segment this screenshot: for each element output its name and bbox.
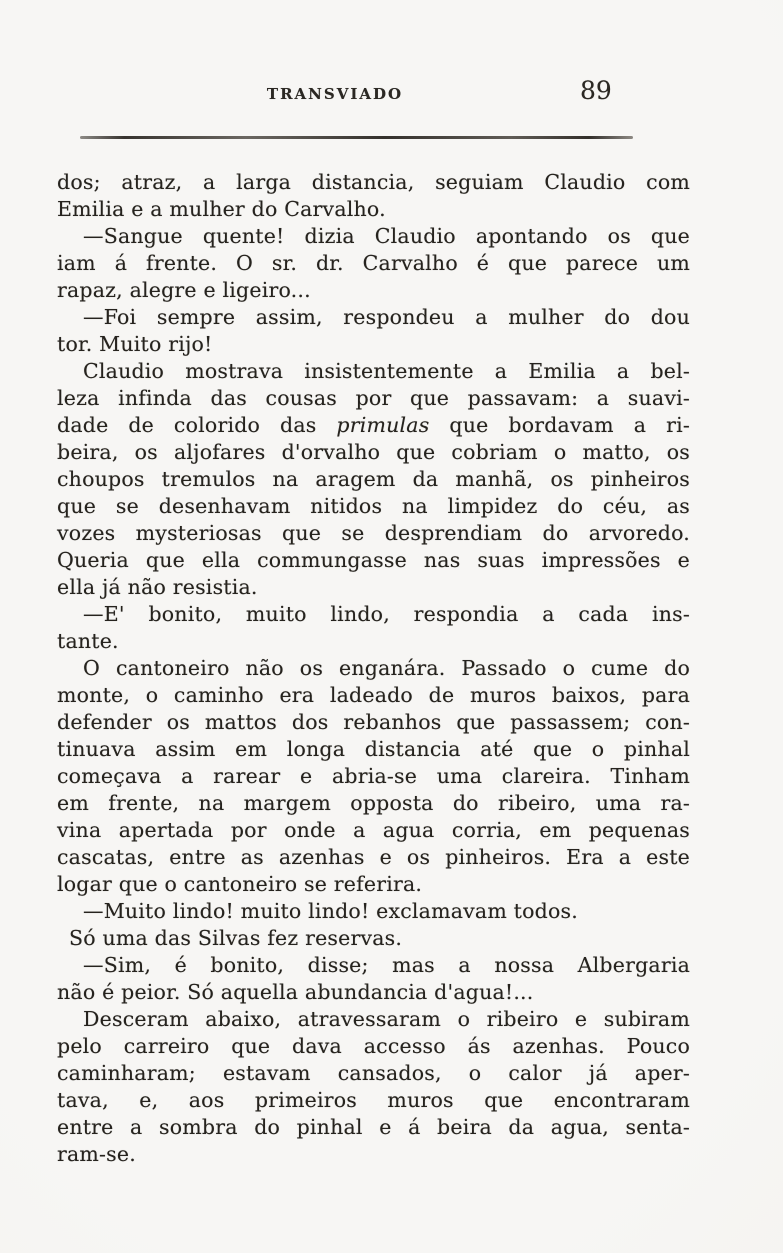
text-line: em frente, na margem opposta do ribeiro, uma ra- <box>57 791 690 815</box>
page-text <box>57 169 690 1168</box>
text-line: defender os mattos dos rebanhos que passassem; con- <box>57 710 690 734</box>
text-line: vozes mysteriosas que se desprendiam do arvoredo. <box>57 521 690 545</box>
text-line: tinuava assim em longa distancia até que o pinhal <box>57 737 690 761</box>
text-line: choupos tremulos na aragem da manhã, os pinheiros <box>57 467 690 491</box>
italic-word: primulas <box>336 413 430 437</box>
text-line: —Sim, é bonito, disse; mas a nossa Albergaria <box>83 953 690 977</box>
text-line: entre a sombra do pinhal e á beira da agua, senta- <box>57 1115 690 1139</box>
text-line: iam á frente. O sr. dr. Carvalho é que parece um <box>57 251 690 275</box>
text-line: Desceram abaixo, atravessaram o ribeiro e subiram <box>83 1007 690 1031</box>
text-segment: dade de colorido das <box>57 413 337 437</box>
text-line: beira, os aljofares d'orvalho que cobriam o matto, os <box>57 440 690 464</box>
page-header <box>0 84 670 103</box>
paragraph <box>57 952 690 1006</box>
text-line: tor. Muito rijo! <box>57 332 213 356</box>
text-line: Emilia e a mulher do Carvalho. <box>57 197 386 221</box>
text-line: ella já não resistia. <box>57 575 258 599</box>
text-line: —Foi sempre assim, respondeu a mulher do dou <box>83 305 690 329</box>
paragraph <box>57 898 690 925</box>
text-line: —Muito lindo! muito lindo! exclamavam todos. <box>83 899 578 923</box>
text-line: logar que o cantoneiro se referira. <box>57 872 423 896</box>
header-rule <box>80 136 633 139</box>
paragraph <box>57 358 690 601</box>
text-line: pelo carreiro que dava accesso ás azenhas. Pouco <box>57 1034 690 1058</box>
paragraph <box>57 304 690 358</box>
text-segment: que bordavam a ri- <box>429 413 690 437</box>
text-line: tava, e, aos primeiros muros que encontraram <box>57 1088 690 1112</box>
text-line: vina apertada por onde a agua corria, em pequenas <box>57 818 690 842</box>
text-line <box>57 412 690 439</box>
text-line: ram-se. <box>57 1142 136 1166</box>
text-line: —E' bonito, muito lindo, respondia a cada ins- <box>83 602 690 626</box>
text-line: que se desenhavam nitidos na limpidez do céu, as <box>57 494 690 518</box>
paragraph <box>57 1006 690 1168</box>
text-line: tante. <box>57 629 119 653</box>
paragraph <box>57 169 690 223</box>
text-line: rapaz, alegre e ligeiro... <box>57 278 311 302</box>
text-line: monte, o caminho era ladeado de muros baixos, para <box>57 683 690 707</box>
text-line: leza infinda das cousas por que passavam: a suavi- <box>57 386 690 410</box>
paragraph <box>57 223 690 304</box>
text-line: —Sangue quente! dizia Claudio apontando os que <box>83 224 690 248</box>
page-number: 89 <box>580 76 612 105</box>
text-line: não é peior. Só aquella abundancia d'agua!... <box>57 980 534 1004</box>
text-line: dos; atraz, a larga distancia, seguiam Claudio com <box>57 170 690 194</box>
text-line: caminharam; estavam cansados, o calor já aper- <box>57 1061 690 1085</box>
text-line: O cantoneiro não os enganára. Passado o cume do <box>83 656 690 680</box>
paragraph <box>57 655 690 898</box>
paragraph <box>57 601 690 655</box>
text-line: Só uma das Silvas fez reservas. <box>69 926 403 950</box>
text-line: cascatas, entre as azenhas e os pinheiros. Era a este <box>57 845 690 869</box>
text-line: começava a rarear e abria-se uma clareira. Tinham <box>57 764 690 788</box>
paragraph <box>57 925 690 952</box>
text-line: Claudio mostrava insistentemente a Emilia a bel- <box>83 359 690 383</box>
text-line: Queria que ella commungasse nas suas impressões e <box>57 548 690 572</box>
running-title: TRANSVIADO <box>266 85 404 103</box>
